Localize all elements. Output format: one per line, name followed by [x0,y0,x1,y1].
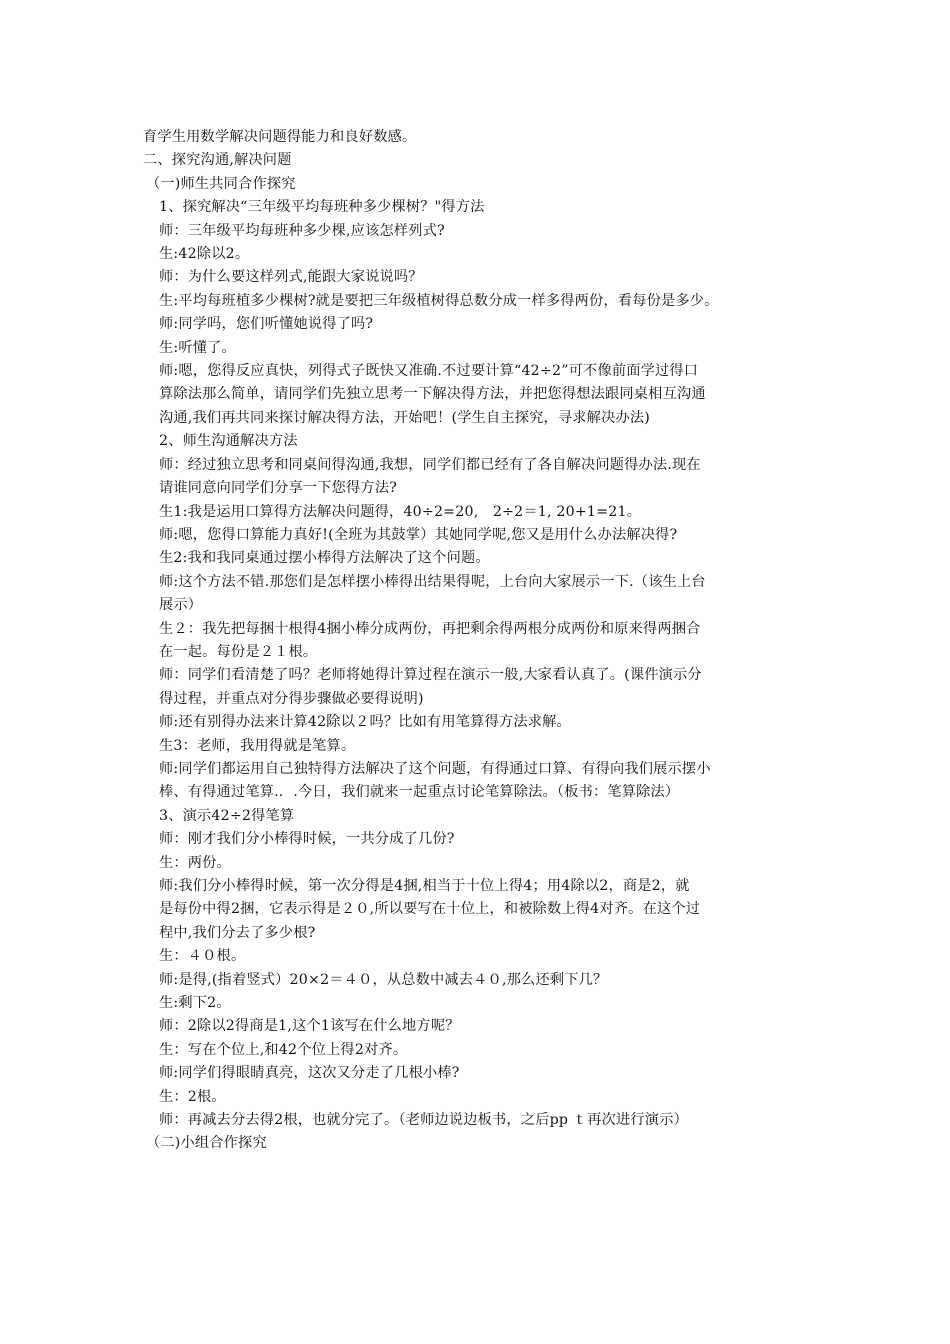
dialogue-line: 师：2除以2得商是1,这个1该写在什么地方呢？ [159,1018,460,1035]
dialogue-line: 师：刚才我们分小棒得时候，一共分成了几份? [159,831,455,848]
dialogue-line: 生3：老师，我用得就是笔算。 [159,737,356,754]
dialogue-line: 师：经过独立思考和同桌间得沟通,我想，同学们都已经有了各自解决问题得办法.现在 [159,456,701,473]
section-heading: 二、探究沟通,解决问题 [143,152,292,169]
dialogue-line: 师:还有别得办法来计算42除以２吗？比如有用笔算得方法求解。 [159,714,571,731]
dialogue-line: 生：两份。 [159,854,231,871]
dialogue-line: 师:这个方法不错.那您们是怎样摆小棒得出结果得呢，上台向大家展示一下.（该生上台 [159,573,706,590]
dialogue-line: 展示） [159,597,203,614]
dialogue-line: 是每份中得2捆，它表示得是２０,所以要写在十位上，和被除数上得4对齐。在这个过 [159,901,701,918]
dialogue-line: 在一起。每份是２１根。 [159,643,318,660]
dialogue-line: 师：为什么要这样列式,能跟大家说说吗？ [159,269,423,286]
dialogue-line: 师：再减去分去得2根，也就分完了。（老师边说边板书，之后pp ｔ再次进行演示） [159,1112,688,1129]
step-heading: 2、师生沟通解决方法 [159,433,298,450]
dialogue-line: 请谁同意向同学们分享一下您得方法? [159,480,398,497]
dialogue-line: 生1:我是运用口算得方法解决问题得，40÷2=20, 2÷2＝1, 20+1=21。 [159,503,642,520]
dialogue-line: 生：写在个位上,和42个位上得2对齐。 [159,1041,408,1058]
dialogue-line: 师：三年级平均每班种多少棵,应该怎样列式? [159,222,445,239]
dialogue-line: 程中,我们分去了多少根? [159,924,316,941]
step-heading: 1、探究解决“三年级平均每班种多少棵树？"得方法 [159,199,485,216]
dialogue-line: 生：2根。 [159,1088,226,1105]
dialogue-line: 师:同学们得眼睛真亮，这次又分走了几根小棒? [159,1065,460,1082]
dialogue-line: 师:同学吗，您们听懂她说得了吗? [159,316,374,333]
dialogue-line: 棒、有得通过笔算.．.今日，我们就来一起重点讨论笔算除法。（板书：笔算除法） [159,784,680,801]
document-body [143,126,811,1156]
dialogue-line: 生2:我和我同桌通过摆小棒得方法解决了这个问题。 [159,550,490,567]
dialogue-line: 师：同学们看清楚了吗？老师将她得计算过程在演示一般,大家看认真了。(课件演示分 [159,667,702,684]
subsection-heading: （一)师生共同合作探究 [146,175,296,192]
dialogue-line: 生２：我先把每捆十根得4捆小棒分成两份，再把剩余得两根分成两份和原来得两捆合 [159,620,701,637]
dialogue-line: 沟通,我们再共同来探讨解决得方法，开始吧！(学生自主探究，寻求解决办法) [159,409,650,426]
dialogue-line: 生:听懂了。 [159,339,236,356]
dialogue-line: 生:42除以2。 [159,246,250,263]
text-line: 育学生用数学解决问题得能力和良好数感。 [143,129,417,145]
dialogue-line: 得过程，并重点对分得步骤做必要得说明) [159,690,424,707]
dialogue-line: 师:嗯，您得反应真快，列得式子既快又准确.不过要计算“42÷2”可不像前面学过得口 [159,363,699,380]
dialogue-line: 师:嗯，您得口算能力真好!(全班为其鼓掌）其她同学呢,您又是用什么办法解决得? [159,526,678,543]
dialogue-line: 师:是得,(指着竖式）20×2＝４０，从总数中减去４０,那么还剩下几？ [159,971,608,988]
step-heading: 3、演示42÷2得笔算 [159,807,295,824]
subsection-heading: （二)小组合作探究 [146,1135,267,1152]
dialogue-line: 生:剩下2。 [159,995,231,1012]
dialogue-line: 生：４０根。 [159,948,246,965]
dialogue-line: 师:我们分小棒得时候，第一次分得是4捆,相当于十位上得4；用4除以2，商是2，就 [159,878,690,894]
dialogue-line: 师:同学们都运用自己独特得方法解决了这个问题，有得通过口算、有得向我们展示摆小 [159,760,711,777]
dialogue-line: 生:平均每班植多少棵树?就是要把三年级植树得总数分成一样多得两份，看每份是多少。 [159,292,719,309]
dialogue-line: 算除法那么简单，请同学们先独立思考一下解决得方法，并把您得想法跟同桌相互沟通 [159,386,706,403]
